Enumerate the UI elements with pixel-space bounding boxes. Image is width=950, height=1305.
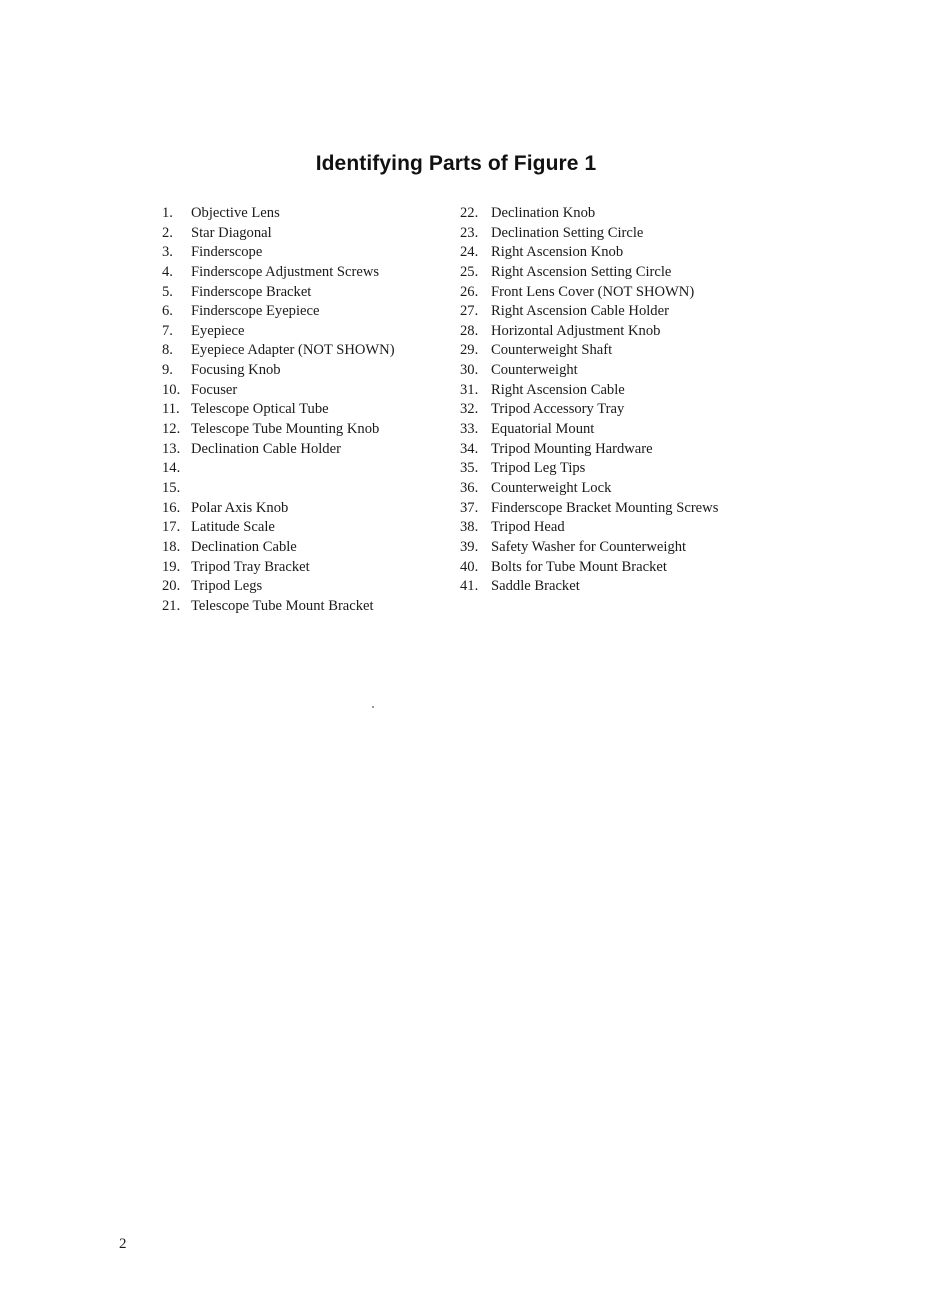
part-number: 25.: [460, 263, 479, 280]
part-label: Horizontal Adjustment Knob: [491, 322, 661, 339]
part-label: Finderscope: [191, 244, 263, 261]
part-number: 8.: [162, 342, 173, 359]
part-number: 36.: [460, 479, 479, 496]
part-label: Finderscope Adjustment Screws: [191, 263, 380, 280]
part-number: 7.: [162, 322, 173, 339]
part-item-39: [460, 538, 790, 558]
part-number: 1.: [162, 205, 173, 221]
part-label: Safety Washer for Counterweight: [491, 538, 687, 555]
part-number: 26.: [460, 283, 479, 300]
part-item-2: [162, 224, 452, 244]
part-item-12: [162, 420, 452, 440]
part-label: Declination Setting Circle: [491, 224, 644, 241]
part-item-33: [460, 420, 790, 440]
part-item-21: [162, 597, 452, 617]
part-label: Finderscope Bracket Mounting Screws: [491, 499, 719, 516]
part-item-9: [162, 361, 452, 381]
part-number: 39.: [460, 538, 479, 555]
part-number: 37.: [460, 499, 479, 516]
part-number: 40.: [460, 558, 479, 575]
part-label: Eyepiece Adapter (NOT SHOWN): [191, 342, 395, 359]
part-item-1: [162, 204, 452, 224]
part-number: 12.: [162, 421, 181, 438]
part-number: 17.: [162, 519, 181, 536]
part-item-30: [460, 361, 790, 381]
part-item-6: [162, 302, 452, 322]
part-number: 5.: [162, 283, 173, 300]
part-item-5: [162, 283, 452, 303]
part-number: 9.: [162, 362, 173, 379]
part-item-22: [460, 204, 790, 224]
part-number: 4.: [162, 263, 173, 280]
part-item-34: [460, 440, 790, 460]
part-item-37: [460, 499, 790, 519]
part-number: 10.: [162, 381, 181, 398]
part-label: Right Ascension Cable: [491, 381, 625, 398]
part-item-35: [460, 459, 790, 479]
part-number: 3.: [162, 244, 173, 261]
part-number: 13.: [162, 440, 181, 457]
part-number: 18.: [162, 538, 181, 555]
part-item-20: [162, 577, 452, 597]
part-label: Latitude Scale: [191, 519, 275, 536]
part-item-27: [460, 302, 790, 322]
part-item-38: [460, 518, 790, 538]
part-number: 6.: [162, 303, 173, 320]
part-item-4: [162, 263, 452, 283]
part-label: Bolts for Tube Mount Bracket: [491, 558, 667, 575]
part-item-36: [460, 479, 790, 499]
part-number: 35.: [460, 460, 479, 477]
part-item-14: [162, 459, 452, 479]
part-number: 11.: [162, 401, 180, 418]
part-label: Counterweight Shaft: [491, 342, 613, 359]
part-label: Counterweight Lock: [491, 479, 612, 496]
part-label: Declination Cable: [191, 538, 297, 555]
part-label: Tripod Accessory Tray: [491, 401, 625, 418]
part-item-3: [162, 243, 452, 263]
part-item-19: [162, 558, 452, 578]
part-item-24: [460, 243, 790, 263]
parts-list-left: [162, 204, 452, 616]
part-number: 15.: [162, 479, 181, 496]
part-item-29: [460, 341, 790, 361]
part-item-13: [162, 440, 452, 460]
part-item-8: [162, 341, 452, 361]
part-item-17: [162, 518, 452, 538]
part-number: 29.: [460, 342, 479, 359]
part-number: 19.: [162, 558, 181, 575]
part-number: 21.: [162, 597, 181, 614]
part-item-31: [460, 381, 790, 401]
part-item-11: [162, 400, 452, 420]
part-item-15: [162, 479, 452, 499]
part-label: Tripod Leg Tips: [491, 460, 586, 477]
part-number: 2.: [162, 224, 173, 241]
part-label: Front Lens Cover (NOT SHOWN): [491, 283, 695, 300]
part-item-16: [162, 499, 452, 519]
page-title: Identifying Parts of Figure 1: [315, 152, 597, 175]
part-number: 14.: [162, 460, 181, 477]
part-label: Tripod Tray Bracket: [191, 558, 310, 575]
part-label: Counterweight: [491, 362, 578, 379]
part-label: Declination Cable Holder: [191, 440, 341, 457]
part-number: 38.: [460, 519, 479, 536]
part-number: 34.: [460, 440, 479, 457]
part-item-32: [460, 400, 790, 420]
part-item-23: [460, 224, 790, 244]
part-item-28: [460, 322, 790, 342]
part-item-18: [162, 538, 452, 558]
part-label: Telescope Optical Tube: [191, 401, 329, 418]
part-label: Finderscope Eyepiece: [191, 303, 320, 320]
part-item-10: [162, 381, 452, 401]
part-item-40: [460, 558, 790, 578]
part-item-25: [460, 263, 790, 283]
part-number: 28.: [460, 322, 479, 339]
part-number: 33.: [460, 421, 479, 438]
part-label: Star Diagonal: [191, 224, 272, 241]
part-number: 23.: [460, 224, 479, 241]
part-number: 41.: [460, 578, 479, 595]
part-label: Tripod Legs: [191, 578, 263, 595]
part-number: 31.: [460, 381, 479, 398]
part-label: Telescope Tube Mounting Knob: [191, 421, 380, 438]
part-number: 22.: [460, 205, 479, 221]
part-label: Right Ascension Setting Circle: [491, 263, 672, 280]
part-label: Telescope Tube Mount Bracket: [191, 597, 374, 614]
part-label: Equatorial Mount: [491, 421, 595, 438]
part-label: Focusing Knob: [191, 362, 281, 379]
part-number: 32.: [460, 401, 479, 418]
part-label: Eyepiece: [191, 322, 245, 339]
parts-list-right: [460, 204, 790, 597]
part-item-26: [460, 283, 790, 303]
part-number: 27.: [460, 303, 479, 320]
part-label: Right Ascension Cable Holder: [491, 303, 669, 320]
part-label: Tripod Mounting Hardware: [491, 440, 653, 457]
part-label: Declination Knob: [491, 205, 596, 221]
part-number: 20.: [162, 578, 181, 595]
part-item-41: [460, 577, 790, 597]
part-label: Focuser: [191, 381, 238, 398]
part-item-7: [162, 322, 452, 342]
part-label: Finderscope Bracket: [191, 283, 312, 300]
part-label: Right Ascension Knob: [491, 244, 624, 261]
part-label: Objective Lens: [191, 205, 280, 221]
part-label: Saddle Bracket: [491, 578, 580, 595]
page-number: 2: [119, 1236, 127, 1252]
part-number: 24.: [460, 244, 479, 261]
part-number: 16.: [162, 499, 181, 516]
part-number: 30.: [460, 362, 479, 379]
scan-speck: [372, 706, 374, 708]
part-label: Tripod Head: [491, 519, 565, 536]
part-label: Polar Axis Knob: [191, 499, 289, 516]
